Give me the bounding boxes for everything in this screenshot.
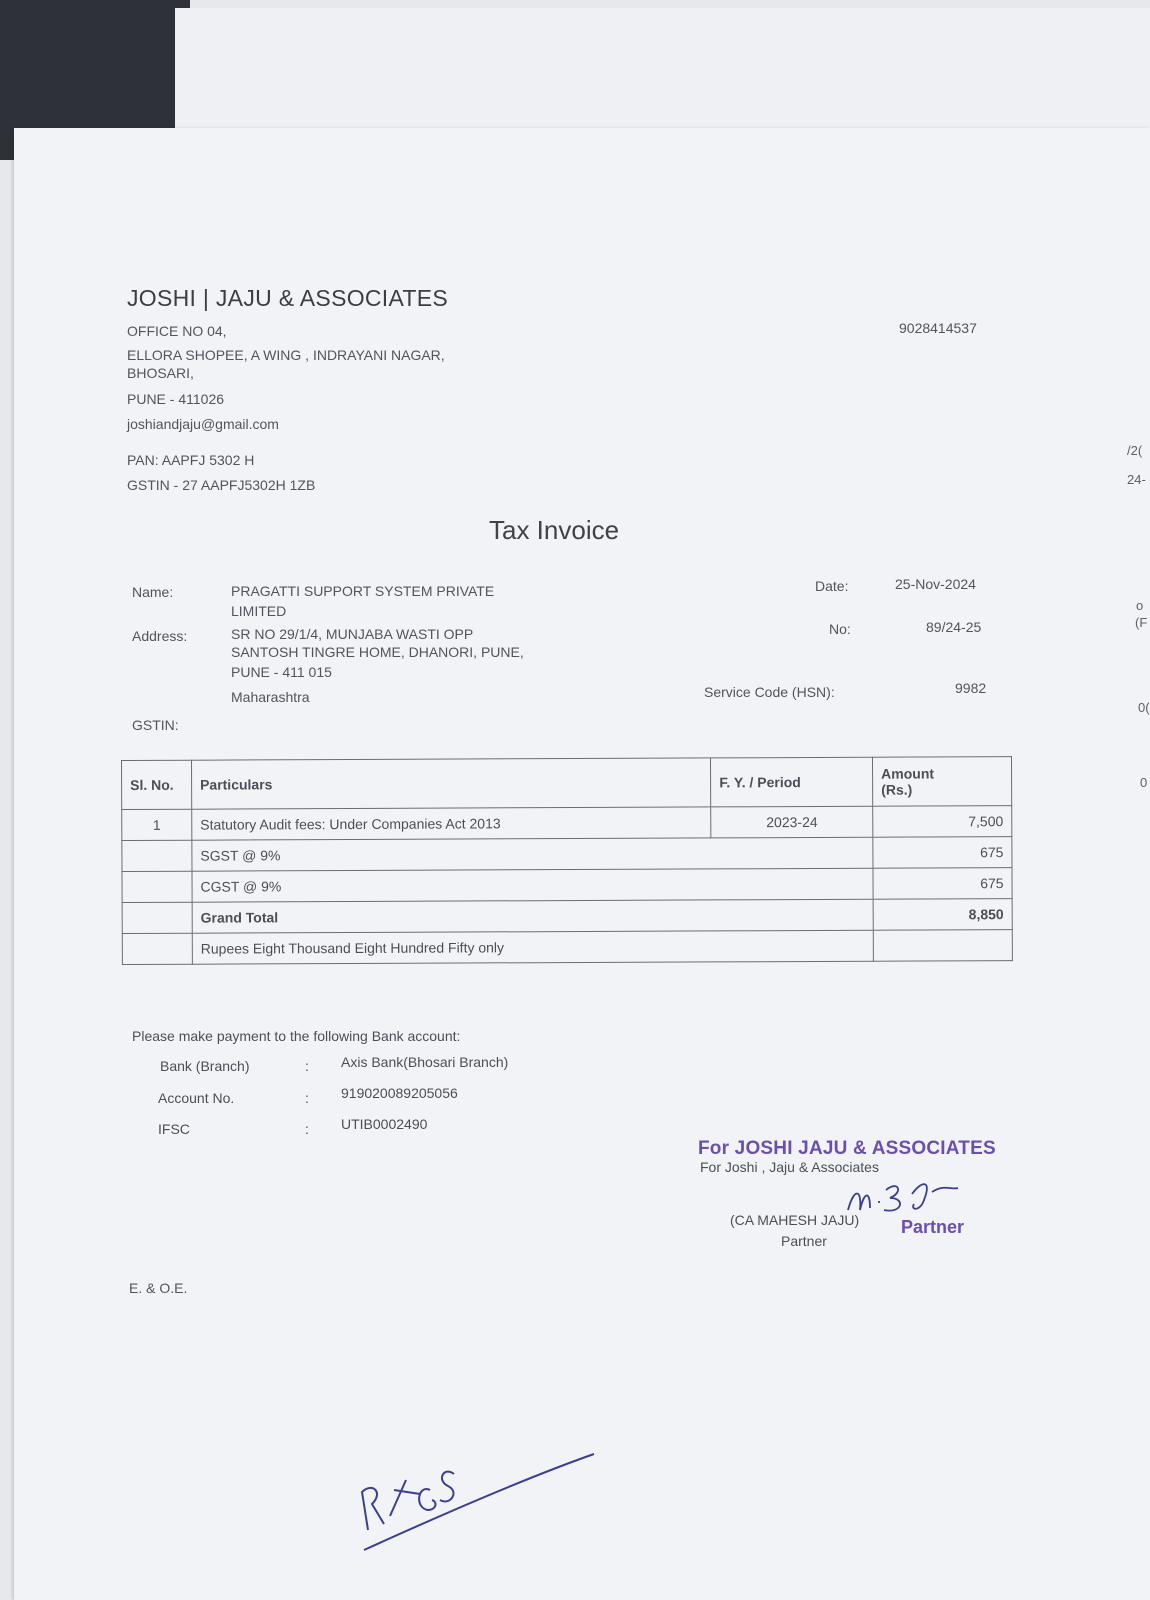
grand-total-amount: 8,850	[873, 899, 1012, 931]
firm-email: joshiandjaju@gmail.com	[127, 416, 279, 432]
grand-total-label: Grand Total	[192, 899, 873, 933]
handwritten-rtgs-note	[350, 1420, 610, 1560]
account-label: Account No.	[158, 1090, 235, 1106]
document-title: Tax Invoice	[489, 515, 620, 545]
words-empty-cell	[122, 933, 192, 964]
firm-phone: 9028414537	[899, 320, 977, 336]
grand-total-row	[122, 899, 1012, 934]
edge-fragment: o	[1136, 598, 1144, 613]
table-row	[122, 806, 1012, 841]
account-value: 919020089205056	[341, 1085, 458, 1101]
eoe-note: E. & O.E.	[129, 1280, 188, 1296]
table-header-row	[122, 757, 1012, 810]
row-period: 2023-24	[711, 806, 873, 838]
edge-fragment: 0(	[1138, 700, 1150, 715]
invoice-date: 25-Nov-2024	[895, 576, 976, 592]
invoice-table	[121, 756, 1013, 965]
client-address-label: Address:	[132, 628, 188, 644]
account-sep: :	[305, 1090, 309, 1106]
header-amount-line2: (Rs.)	[881, 781, 913, 798]
hsn-label: Service Code (HSN):	[704, 684, 835, 700]
ifsc-label: IFSC	[158, 1121, 190, 1137]
edge-fragment: (F	[1135, 615, 1148, 630]
header-amount	[873, 757, 1012, 807]
sgst-row	[122, 837, 1012, 872]
firm-gstin: GSTIN - 27 AAPFJ5302H 1ZB	[127, 477, 316, 493]
signer-name: (CA MAHESH JAJU)	[730, 1212, 860, 1228]
stamp-firm-name: For JOSHI JAJU & ASSOCIATES	[698, 1138, 996, 1159]
stamp-sub: For Joshi , Jaju & Associates	[700, 1159, 879, 1175]
bank-value: Axis Bank(Bhosari Branch)	[341, 1054, 509, 1070]
hsn-code: 9982	[955, 680, 987, 696]
row-amount: 7,500	[873, 806, 1012, 838]
header-sl: Sl. No.	[122, 760, 192, 809]
edge-fragment: 24-	[1127, 472, 1146, 487]
cgst-empty-cell	[122, 871, 192, 902]
invoice-no: 89/24-25	[926, 619, 982, 635]
bank-label: Bank (Branch)	[160, 1058, 250, 1074]
header-period: F. Y. / Period	[711, 757, 873, 807]
client-address-line1: SR NO 29/1/4, MUNJABA WASTI OPP	[231, 626, 474, 642]
client-state: Maharashtra	[231, 689, 310, 705]
row-sl: 1	[122, 809, 192, 840]
client-name-label: Name:	[132, 584, 174, 600]
firm-address-line2: ELLORA SHOPEE, A WING , INDRAYANI NAGAR,	[127, 347, 445, 363]
client-address-line2: SANTOSH TINGRE HOME, DHANORI, PUNE,	[231, 644, 524, 660]
amount-in-words: Rupees Eight Thousand Eight Hundred Fifty only	[192, 930, 873, 964]
ifsc-value: UTIB0002490	[341, 1116, 428, 1132]
firm-name: JOSHI | JAJU & ASSOCIATES	[127, 285, 449, 311]
bank-sep: :	[305, 1058, 309, 1074]
firm-address-line3: BHOSARI,	[127, 365, 194, 381]
sgst-amount: 675	[873, 837, 1012, 869]
bank-intro: Please make payment to the following Bank account:	[132, 1028, 461, 1044]
sgst-label: SGST @ 9%	[192, 837, 873, 871]
firm-address-line1: OFFICE NO 04,	[127, 323, 227, 339]
edge-fragment: 0	[1140, 775, 1148, 790]
cgst-amount: 675	[873, 868, 1012, 900]
row-particulars: Statutory Audit fees: Under Companies Act 2013	[192, 807, 711, 840]
client-name-line1: PRAGATTI SUPPORT SYSTEM PRIVATE	[231, 583, 495, 599]
firm-city: PUNE - 411026	[127, 391, 225, 407]
ifsc-sep: :	[305, 1121, 309, 1137]
cgst-label: CGST @ 9%	[192, 868, 873, 902]
client-name-line2: LIMITED	[231, 603, 287, 619]
firm-pan: PAN: AAPFJ 5302 H	[127, 452, 255, 468]
total-empty-cell	[122, 902, 192, 933]
client-address-line3: PUNE - 411 015	[231, 664, 332, 680]
words-amount-empty-cell	[873, 930, 1012, 962]
sgst-empty-cell	[122, 840, 192, 871]
stamp-partner: Partner	[901, 1217, 965, 1237]
invoice-date-label: Date:	[815, 578, 849, 594]
edge-fragment: /2(	[1127, 443, 1143, 458]
invoice-no-label: No:	[829, 621, 851, 637]
client-gstin-label: GSTIN:	[132, 717, 179, 733]
signer-role: Partner	[781, 1233, 827, 1249]
header-particulars: Particulars	[191, 758, 711, 809]
amount-in-words-row	[122, 930, 1012, 965]
header-amount-line1: Amount	[881, 765, 935, 782]
invoice-table-wrapper	[121, 756, 1013, 986]
cgst-row	[122, 868, 1012, 903]
